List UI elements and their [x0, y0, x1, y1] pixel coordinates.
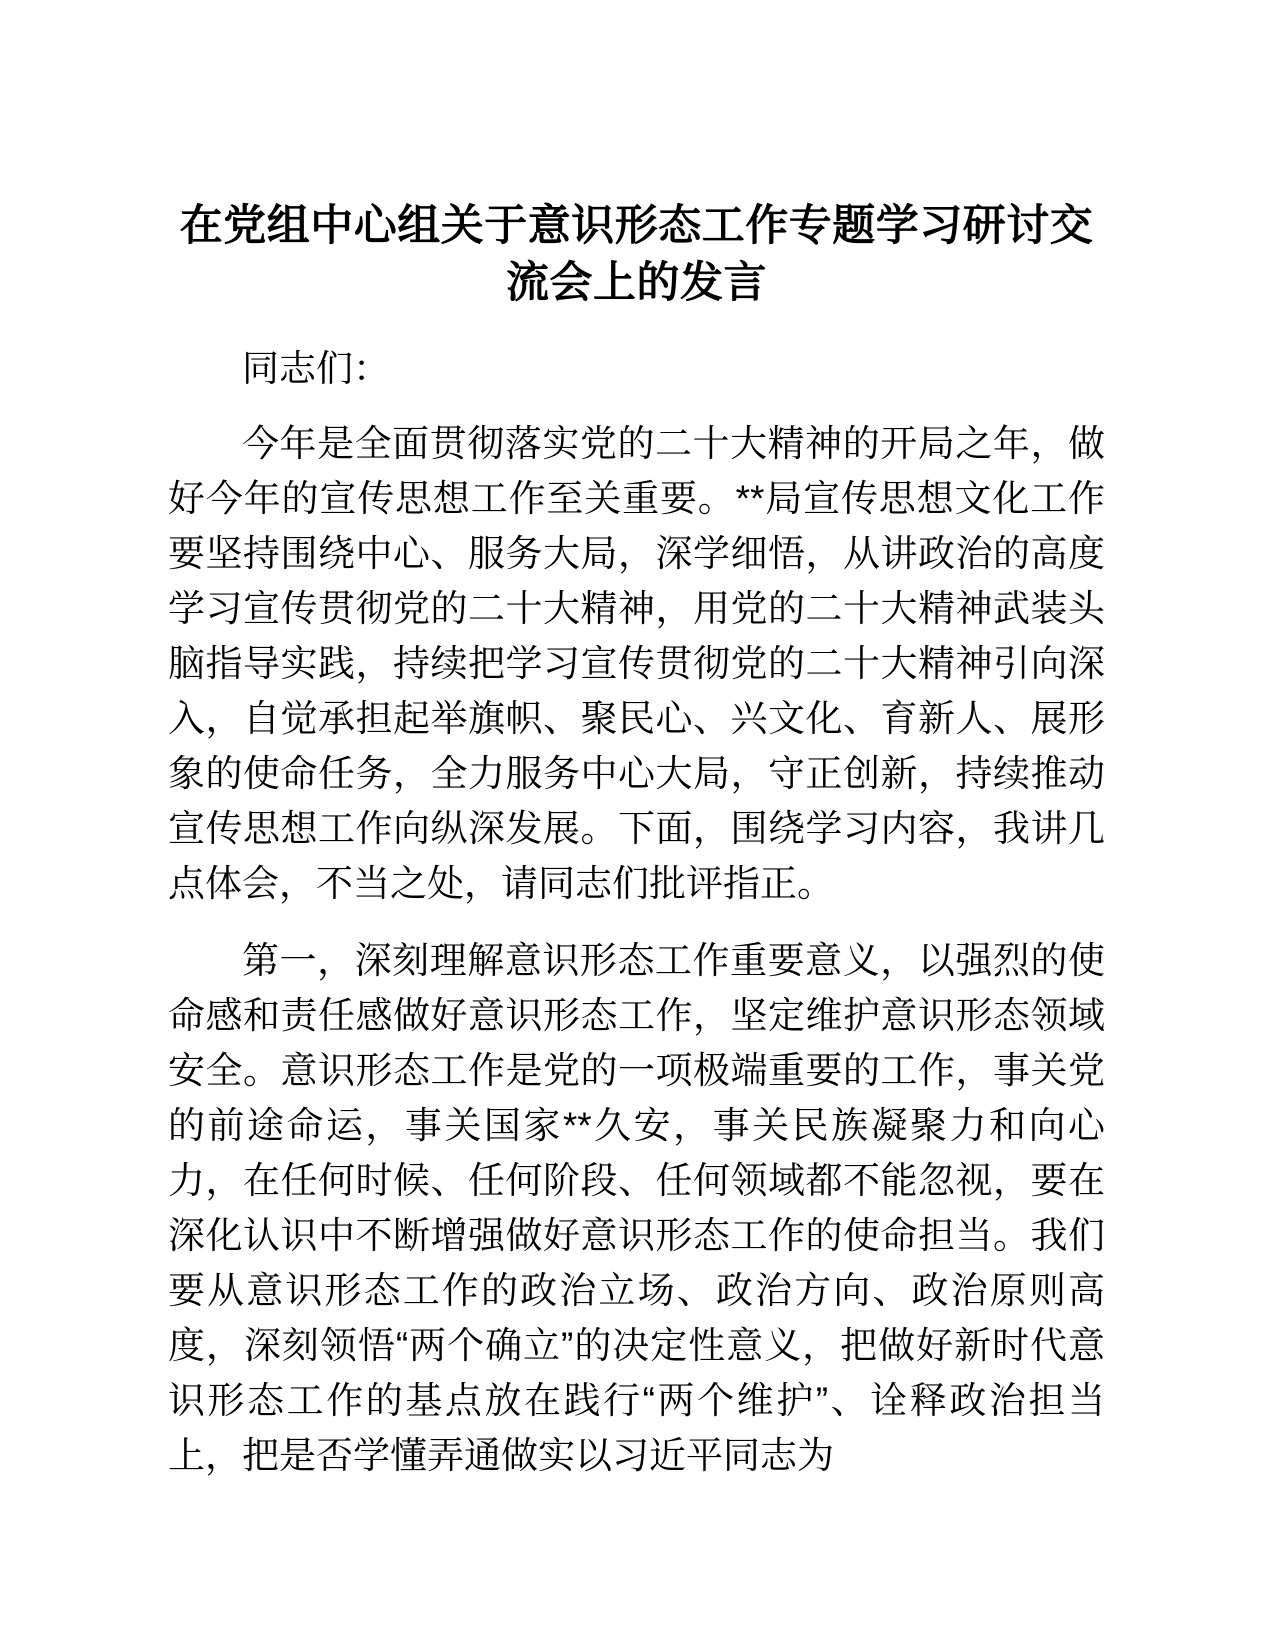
body-paragraph-1: 今年是全面贯彻落实党的二十大精神的开局之年，做好今年的宣传思想工作至关重要。**局宣传思想文化工作要坚持围绕中心、服务大局，深学细悟，从讲政治的高度学习宣传贯彻党的二十大精神，用党的二十大精神武装头脑指导实践，持续把学习宣传贯彻党的二十大精神引向深入，自觉承担起举旗帜、聚民心、兴文化、育新人、展形象的使命任务，全力服务中心大局，守正创新，持续推动宣传思想工作向纵深发展。下面，围绕学习内容，我讲几点体会，不当之处，请同志们批评指正。: [168, 423, 1105, 904]
page-title: 在党组中心组关于意识形态工作专题学习研讨交流会上的发言: [179, 202, 1094, 307]
body-paragraph-2: 第一，深刻理解意识形态工作重要意义，以强烈的使命感和责任感做好意识形态工作，坚定维护意识形态领域安全。意识形态工作是党的一项极端重要的工作，事关党的前途命运，事关国家**久安，事关民族凝聚力和向心力，在任何时候、任何阶段、任何领域都不能忽视，要在深化认识中不断增强做好意识形态工作的使命担当。我们要从意识形态工作的政治立场、政治方向、政治原则高度，深刻领悟“两个确立”的决定性意义，把做好新时代意识形态工作的基点放在践行“两个维护”、诠释政治担当上，把是否学懂弄通做实以习近平同志为: [168, 940, 1105, 1476]
salutation: 同志们：: [242, 348, 390, 389]
document-content: [168, 0, 1105, 1483]
